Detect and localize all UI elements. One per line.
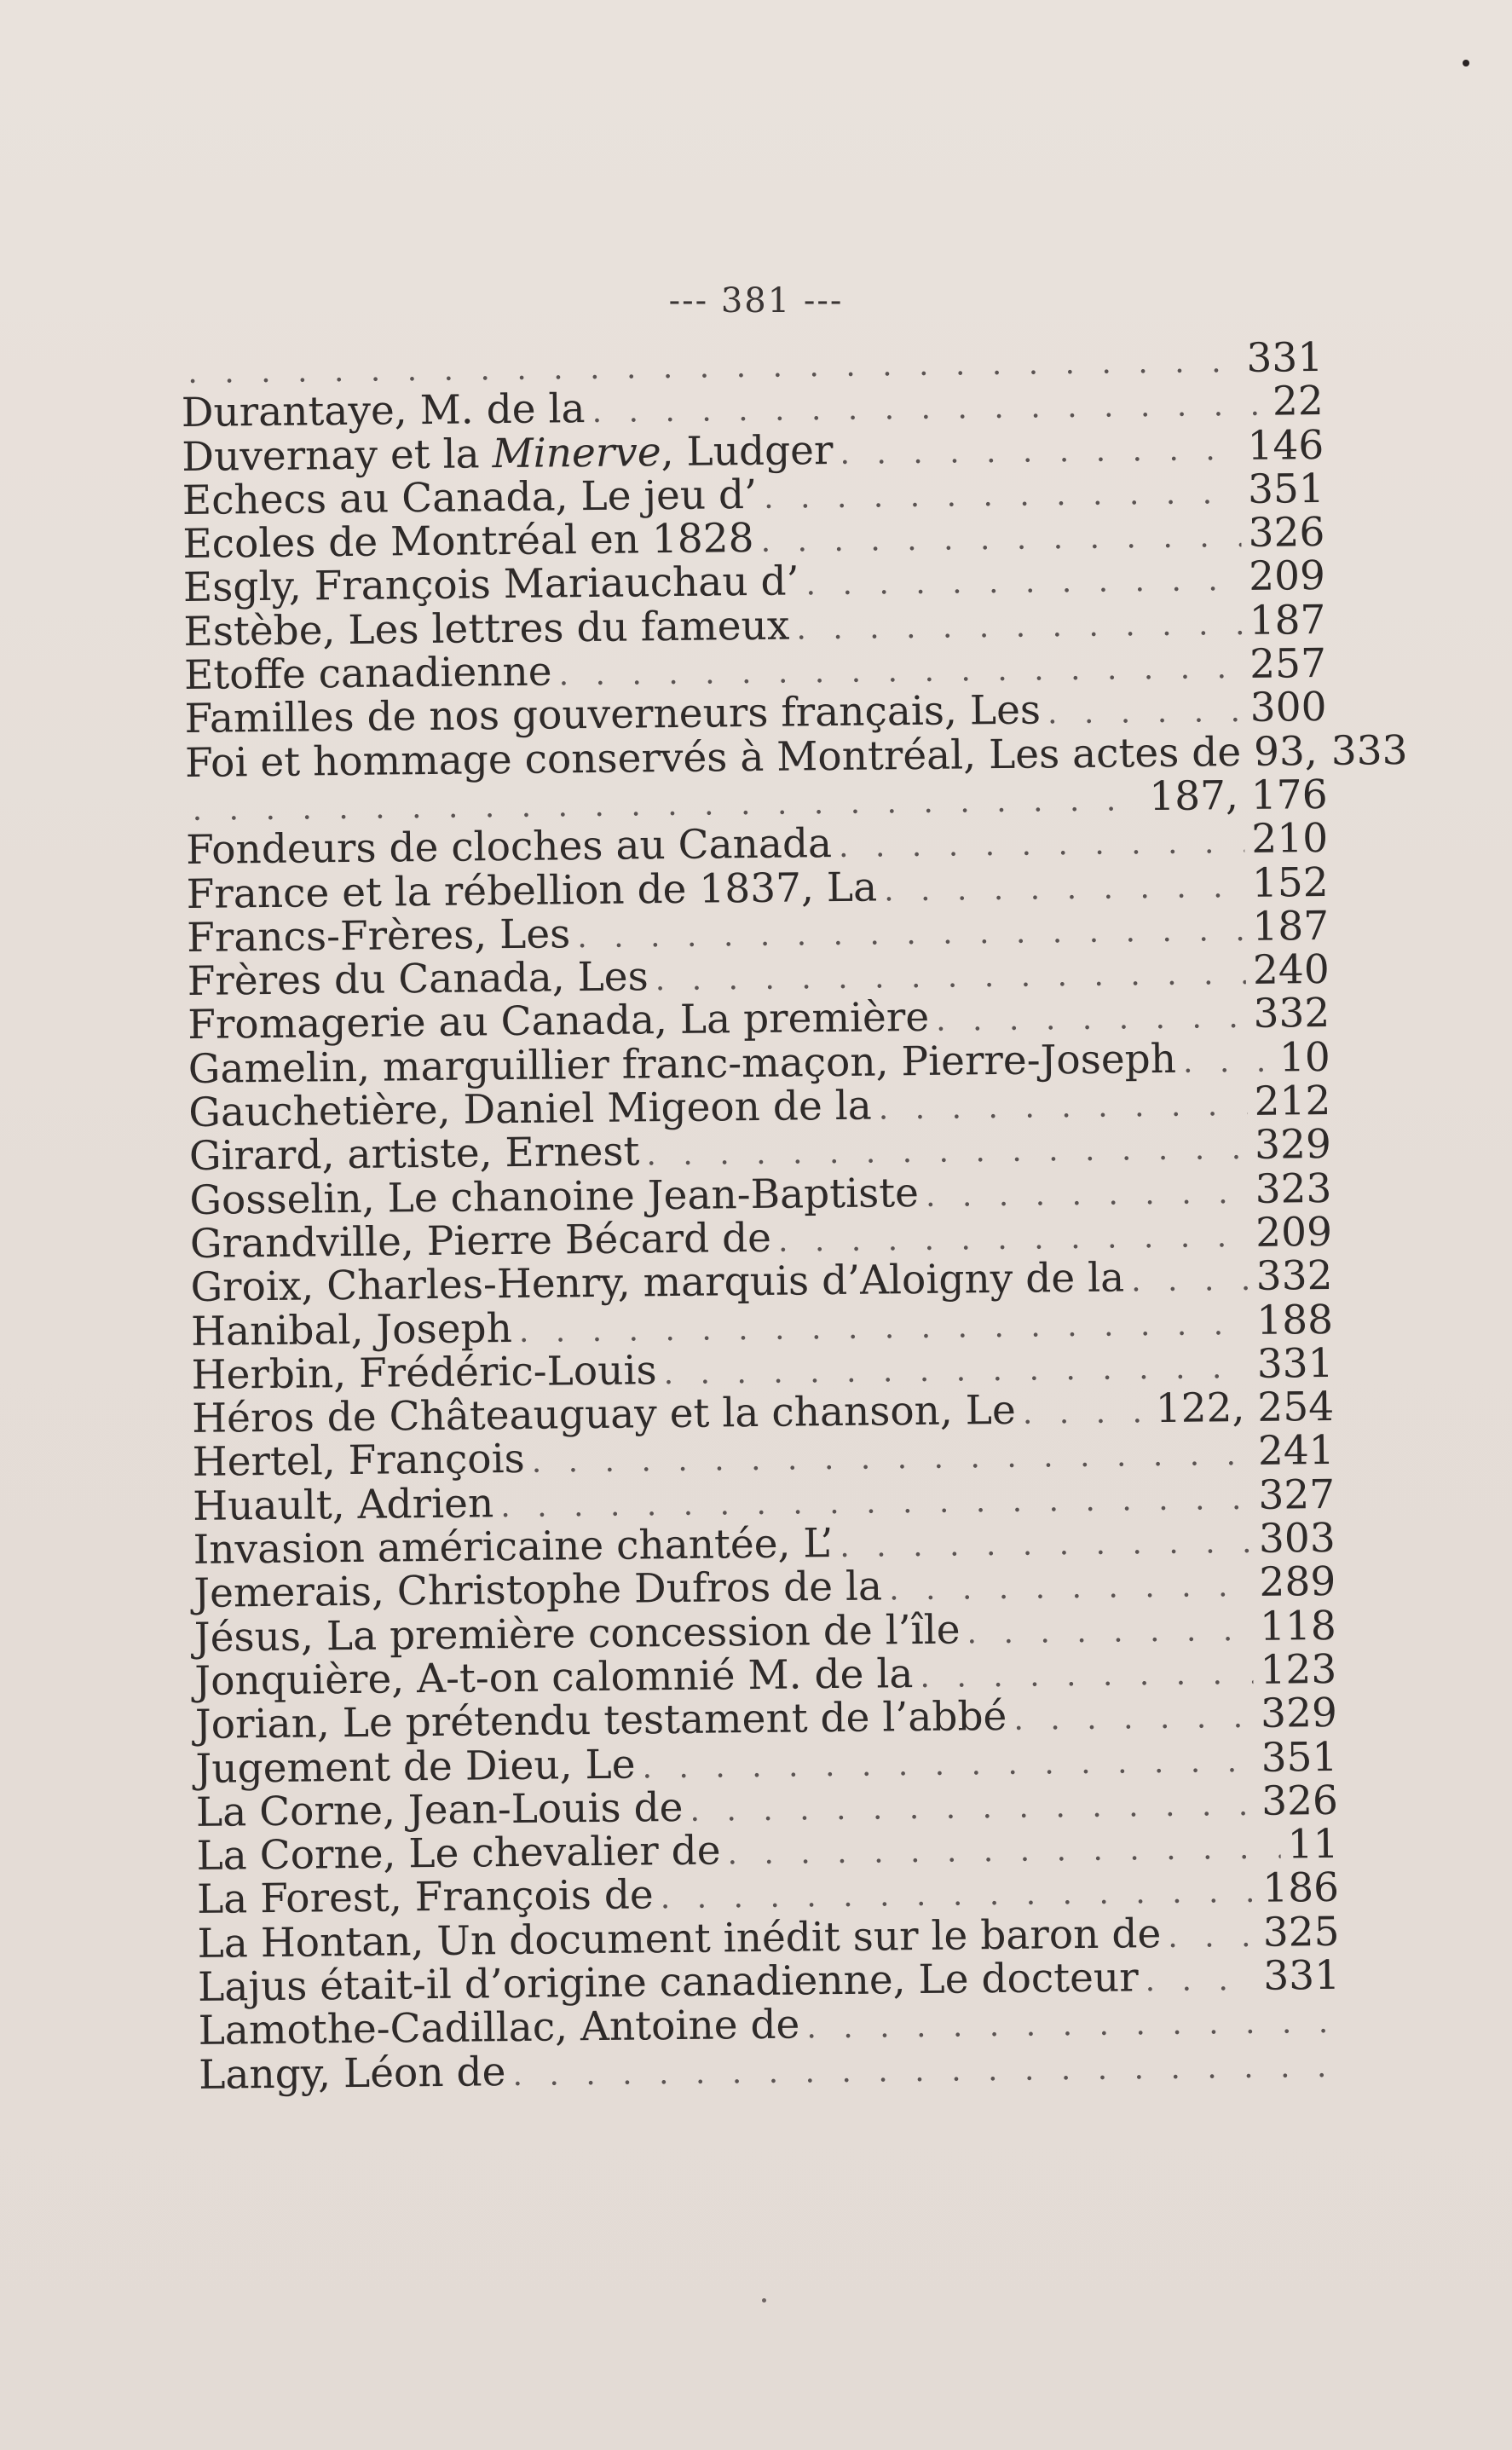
entry-pages: 241 [1257, 1427, 1335, 1476]
entry-title: Invasion américaine chantée, L’ [193, 1520, 834, 1574]
entry-pages: 212 [1254, 1077, 1331, 1125]
entry-title: Herbin, Frédéric-Louis [191, 1347, 657, 1399]
index-entry [190, 1252, 1333, 1312]
entry-pages: 325 [1262, 1908, 1340, 1956]
entry-pages: 289 [1259, 1558, 1336, 1607]
leader-dots [806, 2001, 1334, 2050]
entry-pages: 188 [1256, 1296, 1334, 1344]
entry-pages: 326 [1248, 509, 1325, 558]
entry-title: Jemerais, Christophe Dufros de la [193, 1563, 883, 1618]
index-entry [198, 2041, 1341, 2099]
entry-title: Foi et hommage conservés à Montréal, Les actes de 93, [184, 727, 1319, 787]
entry-title: Estèbe, Les lettres du fameux [183, 602, 790, 656]
entry-title: Jugement de Dieu, Le [195, 1741, 636, 1793]
entry-pages: 11 [1287, 1820, 1339, 1869]
entry-title: Gosselin, Le chanoine Jean-Baptiste [189, 1169, 920, 1224]
entry-title: Jonquière, A-t-on calomnié M. de la [194, 1650, 914, 1705]
index-list [181, 333, 1408, 2099]
entry-title: La Corne, Le chevalier de [196, 1827, 721, 1880]
entry-title: Fromagerie au Canada, La première [188, 994, 930, 1049]
index-entry [188, 1121, 1332, 1181]
entry-pages: 209 [1255, 1208, 1333, 1257]
entry-pages: 331 [1256, 1339, 1334, 1388]
leader-dots [1023, 1390, 1150, 1436]
leader-dots [1324, 733, 1325, 777]
leader-dots [592, 384, 1266, 435]
index-entry [181, 333, 1324, 391]
entry-title: Gauchetière, Daniel Migeon de la [188, 1082, 873, 1136]
entry-pages: 210 [1251, 815, 1329, 864]
entry-pages: 332 [1253, 990, 1330, 1038]
leader-dots [1168, 1915, 1256, 1959]
leader-dots [889, 1564, 1253, 1612]
index-entry [193, 1558, 1336, 1618]
entry-title: Jorian, Le prétendu testament de l’abbé [194, 1693, 1007, 1749]
entry-pages: 329 [1260, 1690, 1338, 1738]
entry-title: Ecoles de Montréal en 1828 [182, 515, 754, 569]
ink-speck [1463, 60, 1469, 66]
index-entry [188, 1079, 1330, 1135]
index-entry [183, 554, 1325, 610]
leader-dots [764, 471, 1242, 520]
entry-title: Echecs au Canada, Le jeu d’ [182, 471, 758, 524]
entry-pages: 300 [1249, 684, 1327, 732]
leader-dots [500, 1477, 1252, 1529]
entry-pages: 351 [1261, 1733, 1338, 1782]
index-entry [198, 1997, 1340, 2053]
entry-title: Francs-Frères, Les [186, 910, 571, 962]
index-entry [195, 1691, 1337, 1747]
entry-title: Fondeurs de cloches au Canada [185, 820, 833, 875]
entry-pages: 240 [1252, 946, 1330, 995]
entry-title: Lamothe-Cadillac, Antoine de [198, 2001, 800, 2055]
leader-dots [655, 952, 1246, 1003]
entry-pages: 326 [1261, 1777, 1339, 1825]
leader-dots [642, 1739, 1255, 1789]
entry-pages: 152 [1251, 858, 1329, 907]
leader-dots [646, 1127, 1248, 1177]
leader-dots [884, 865, 1245, 913]
leader-dots [577, 909, 1246, 960]
leader-dots [760, 515, 1242, 563]
leader-dots [1131, 1258, 1249, 1303]
index-entry [191, 1297, 1333, 1353]
index-entry [186, 860, 1328, 916]
entry-pages: 329 [1254, 1121, 1332, 1170]
leader-dots [531, 1433, 1251, 1484]
entry-title: Esgly, François Mariauchau d’ [182, 558, 799, 612]
entry-pages: 122, 254 [1155, 1384, 1335, 1433]
index-entry [195, 1733, 1338, 1793]
entry-pages: 323 [1255, 1164, 1332, 1213]
entry-title: Gamelin, marguillier franc-maçon, Pierre-Joseph [188, 1035, 1177, 1093]
entry-pages: 22 [1272, 378, 1324, 425]
leader-dots [727, 1827, 1281, 1876]
entry-title: Jésus, La première concession de l’île [193, 1606, 961, 1661]
index-entry [185, 815, 1329, 875]
entry-title: Grandville, Pierre Bécard de [189, 1214, 772, 1268]
entry-pages: 351 [1247, 465, 1325, 513]
entry-pages: 118 [1259, 1602, 1337, 1650]
entry-title: Groix, Charles-Henry, marquis d’Aloigny de la [190, 1254, 1125, 1312]
leader-dots [512, 2045, 1334, 2097]
entry-title: Durantaye, M. de la [181, 385, 586, 437]
entry-pages: 303 [1258, 1514, 1336, 1563]
entry-pages: 331 [1263, 1951, 1341, 2000]
entry-title: Girard, artiste, Ernest [188, 1128, 640, 1181]
leader-dots [1013, 1696, 1254, 1742]
entry-title: Frères du Canada, Les [187, 953, 649, 1006]
entry-title: Héros de Châteauguay et la chanson, Le [191, 1386, 1017, 1443]
entry-title: Huault, Adrien [192, 1479, 494, 1530]
leader-dots [967, 1609, 1253, 1655]
entry-title: La Hontan, Un document inédit sur le baron de [197, 1910, 1162, 1968]
entry-title: France et la rébellion de 1837, La [186, 864, 878, 918]
leader-dots [805, 558, 1242, 607]
entry-pages: 257 [1249, 640, 1327, 688]
leader-dots [840, 428, 1241, 476]
entry-pages: 209 [1248, 552, 1326, 601]
entry-title: Langy, Léon de [198, 2048, 506, 2099]
entry-pages: 327 [1258, 1471, 1336, 1519]
entry-pages: 331 [1246, 333, 1324, 382]
entry-pages: 333 [1330, 726, 1408, 775]
entry-pages: 187 [1252, 902, 1330, 951]
leader-dots [519, 1302, 1250, 1353]
entry-title: Lajus était-il d’origine canadienne, Le docteur [197, 1954, 1139, 2011]
entry-title: Hanibal, Joseph [190, 1304, 513, 1355]
index-entry [183, 598, 1325, 654]
page-number: --- 381 --- [668, 281, 844, 321]
index-entry [192, 1427, 1335, 1487]
leader-dots [839, 821, 1245, 869]
entry-pages: 146 [1247, 421, 1324, 470]
entry-pages: 332 [1255, 1252, 1333, 1301]
leader-dots [1145, 1958, 1256, 2003]
ink-speck [762, 2298, 766, 2303]
entry-pages: 186 [1261, 1864, 1340, 1913]
entry-title: La Corne, Jean-Louis de [195, 1783, 684, 1836]
entry-pages: 187, 176 [1148, 771, 1328, 821]
entry-pages: 187 [1249, 596, 1326, 644]
entry-title: La Forest, François de [196, 1871, 654, 1924]
entry-pages: 123 [1260, 1645, 1337, 1694]
leader-dots [920, 1652, 1254, 1699]
leader-dots [690, 1783, 1255, 1833]
leader-dots [879, 1083, 1248, 1131]
index-entry [187, 904, 1329, 960]
leader-dots [840, 1521, 1252, 1569]
entry-title: Duvernay et la Minerve, Ludger [182, 426, 834, 481]
entry-title: Etoffe canadienne [183, 648, 552, 700]
entry-title: Hertel, François [192, 1436, 525, 1487]
leader-dots [926, 1171, 1249, 1218]
entry-title: Familles de nos gouverneurs français, Les [184, 686, 1042, 743]
entry-pages: 10 [1278, 1033, 1331, 1082]
leader-dots [796, 603, 1243, 651]
